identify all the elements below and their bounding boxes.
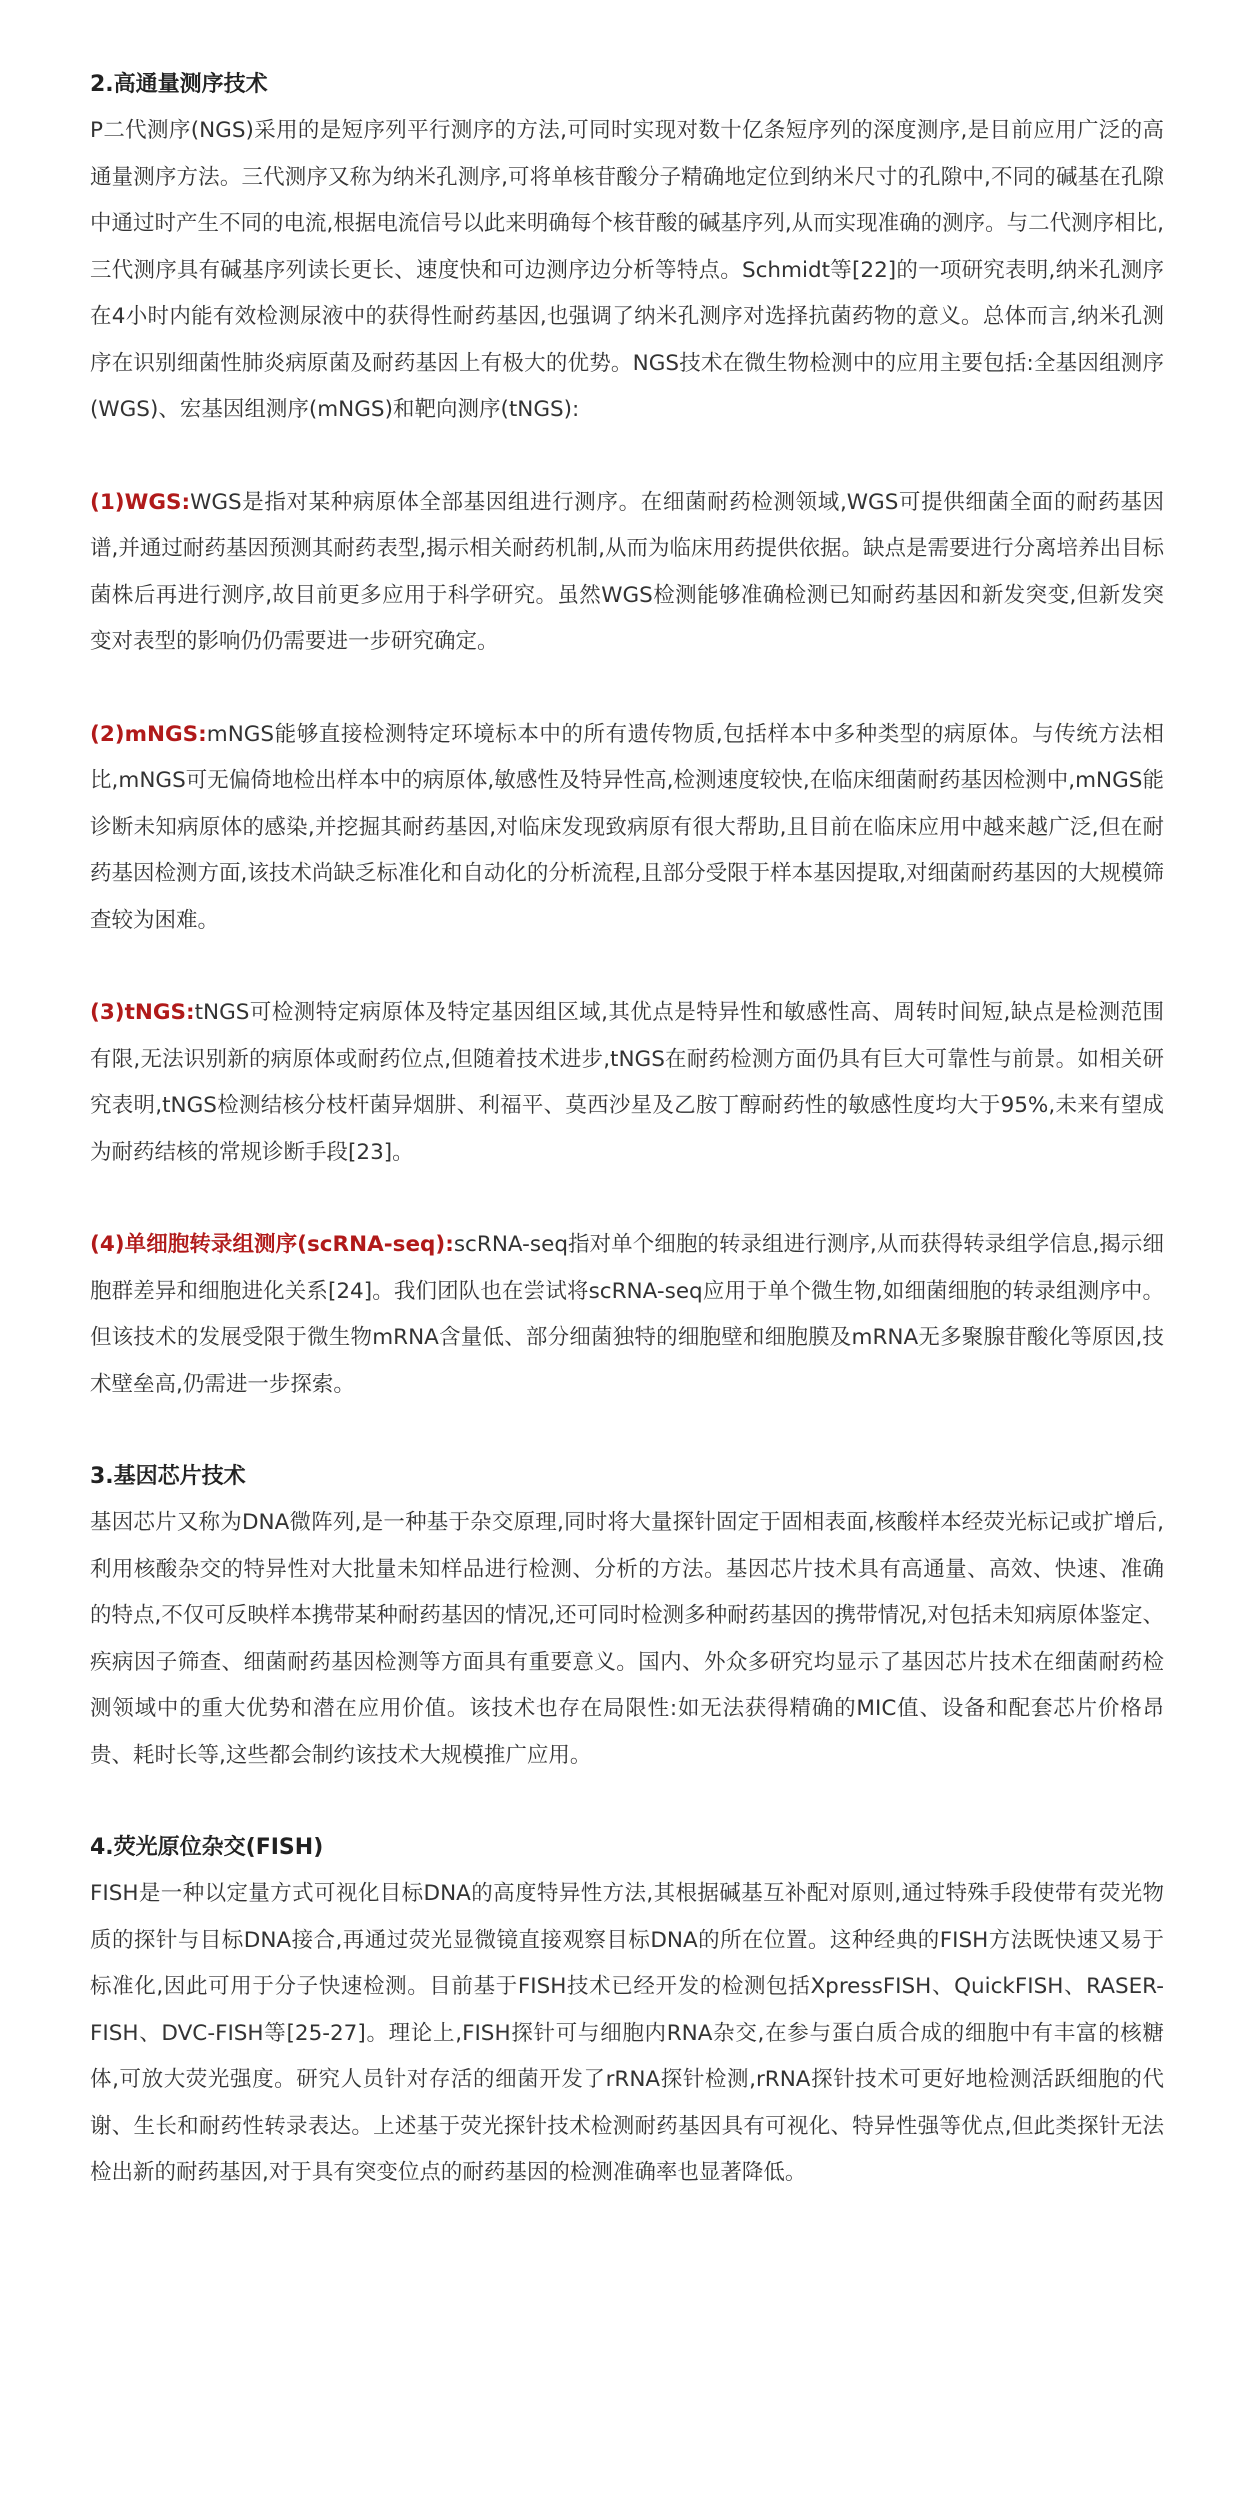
tngs-paragraph [90, 990, 1164, 1176]
wgs-text: WGS是指对某种病原体全部基因组进行测序。在细菌耐药检测领域,WGS可提供细菌全面的耐药基因谱,并通过耐药基因预测其耐药表型,揭示相关耐药机制,从而为临床用药提供依据。缺点是需要进行分离培养出目标菌株后再进行测序,故目前更多应用于科学研究。虽然WGS检测能够准确检测已知耐药基因和新发突变,但新发突变对表型的影响仍仍需要进一步研究确定。 [90, 489, 1165, 654]
section-heading-fish: 4.荧光原位杂交(FISH) [90, 1835, 324, 1860]
spacer [90, 666, 1164, 712]
scrna-lead: (4)单细胞转录组测序(scRNA-seq): [90, 1232, 454, 1257]
spacer [90, 944, 1164, 990]
tngs-text: tNGS可检测特定病原体及特定基因组区域,其优点是特异性和敏感性高、周转时间短,缺点是检测范围有限,无法识别新的病原体或耐药位点,但随着技术进步,tNGS在耐药检测方面仍具有巨大可靠性与前景。如相关研究表明,tNGS检测结核分枝杆菌异烟肼、利福平、莫西沙星及乙胺丁醇耐药性的敏感性度均大于95%,未来有望成为耐药结核的常规诊断手段[23]。 [90, 1000, 1164, 1165]
spacer [90, 434, 1164, 480]
scrna-text: scRNA-seq指对单个细胞的转录组进行测序,从而获得转录组学信息,揭示细胞群差异和细胞进化关系[24]。我们团队也在尝试将scRNA-seq应用于单个微生物,如细菌细胞的转录组测序中。但该技术的发展受限于微生物mRNA含量低、部分细菌独特的细胞壁和细胞膜及mRNA无多聚腺苷酸化等原因,技术壁垒高,仍需进一步探索。 [90, 1232, 1164, 1397]
wgs-lead: (1)WGS: [90, 489, 191, 515]
mngs-lead: (2)mNGS: [90, 721, 207, 747]
chip-paragraph: 基因芯片又称为DNA微阵列,是一种基于杂交原理,同时将大量探针固定于固相表面,核酸样本经荧光标记或扩增后,利用核酸杂交的特异性对大批量未知样品进行检测、分析的方法。基因芯片技术具有高通量、高效、快速、准确的特点,不仅可反映样本携带某种耐药基因的情况,还可同时检测多种耐药基因的携带情况,对包括未知病原体鉴定、疾病因子筛查、细菌耐药基因检测等方面具有重要意义。国内、外众多研究均显示了基因芯片技术在细菌耐药检测领域中的重大优势和潜在应用价值。该技术也存在局限性:如无法获得精确的MIC值、设备和配套芯片价格昂贵、耗时长等,这些都会制约该技术大规模推广应用。 [90, 1510, 1165, 1768]
scrna-paragraph [90, 1222, 1164, 1408]
ngs-intro-paragraph: P二代测序(NGS)采用的是短序列平行测序的方法,可同时实现对数十亿条短序列的深度测序,是目前应用广泛的高通量测序方法。三代测序又称为纳米孔测序,可将单核苷酸分子精确地定位到纳米尺寸的孔隙中,不同的碱基在孔隙中通过时产生不同的电流,根据电流信号以此来明确每个核苷酸的碱基序列,从而实现准确的测序。与二代测序相比,三代测序具有碱基序列读长更长、速度快和可边测序边分析等特点。Schmidt等[22]的一项研究表明,纳米孔测序在4小时内能有效检测尿液中的获得性耐药基因,也强调了纳米孔测序对选择抗菌药物的意义。总体而言,纳米孔测序在识别细菌性肺炎病原菌及耐药基因上有极大的优势。NGS技术在微生物检测中的应用主要包括:全基因组测序(WGS)、宏基因组测序(mNGS)和靶向测序(tNGS): [90, 118, 1165, 422]
fish-paragraph: FISH是一种以定量方式可视化目标DNA的高度特异性方法,其根据碱基互补配对原则,通过特殊手段使带有荧光物质的探针与目标DNA接合,再通过荧光显微镜直接观察目标DNA的所在位置。这种经典的FISH方法既快速又易于标准化,因此可用于分子快速检测。目前基于FISH技术已经开发的检测包括XpressFISH、QuickFISH、RASER-FISH、DVC-FISH等[25-27]。理论上,FISH探针可与细胞内RNA杂交,在参与蛋白质合成的细胞中有丰富的核糖体,可放大荧光强度。研究人员针对存活的细菌开发了rRNA探针检测,rRNA探针技术可更好地检测活跃细胞的代谢、生长和耐药性转录表达。上述基于荧光探针技术检测耐药基因具有可视化、特异性强等优点,但此类探针无法检出新的耐药基因,对于具有突变位点的耐药基因的检测准确率也显著降低。 [90, 1881, 1164, 2185]
spacer [90, 1408, 1164, 1454]
section-heading-chip: 3.基因芯片技术 [90, 1464, 246, 1489]
section-heading-ngs: 2.高通量测序技术 [90, 72, 268, 97]
spacer [90, 1176, 1164, 1222]
mngs-paragraph [90, 712, 1164, 945]
tngs-lead: (3)tNGS: [90, 1000, 195, 1025]
mngs-text: mNGS能够直接检测特定环境标本中的所有遗传物质,包括样本中多种类型的病原体。与传统方法相比,mNGS可无偏倚地检出样本中的病原体,敏感性及特异性高,检测速度较快,在临床细菌耐药基因检测中,mNGS能诊断未知病原体的感染,并挖掘其耐药基因,对临床发现致病原有很大帮助,且目前在临床应用中越来越广泛,但在耐药基因检测方面,该技术尚缺乏标准化和自动化的分析流程,且部分受限于样本基因提取,对细菌耐药基因的大规模筛查较为困难。 [90, 721, 1165, 933]
wgs-paragraph [90, 480, 1164, 666]
spacer [90, 1779, 1164, 1825]
